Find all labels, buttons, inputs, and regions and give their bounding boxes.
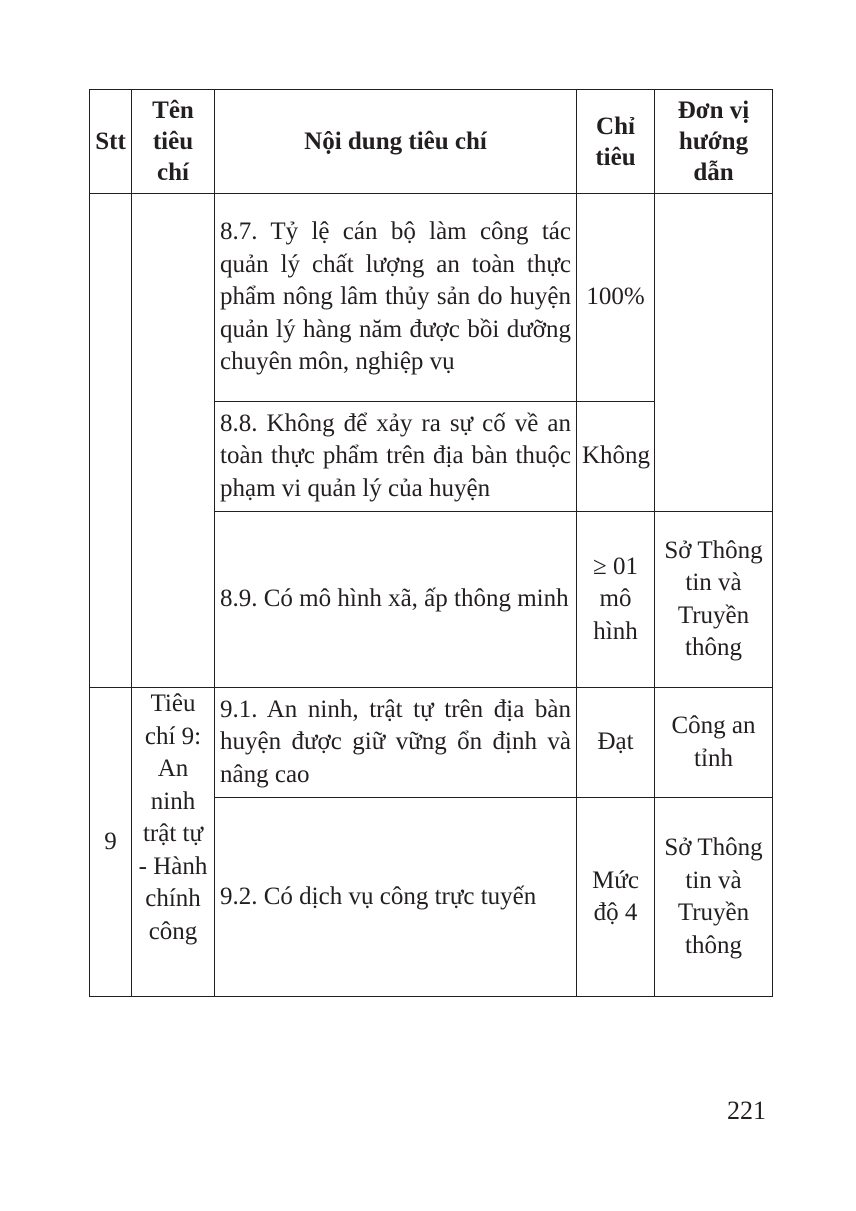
stt-cell-empty [90, 194, 132, 688]
header-stt: Stt [90, 90, 132, 194]
content-cell: 8.8. Không để xảy ra sự cố về an toàn thực phẩm trên địa bàn thuộc phạm vi quản lý của huyện [215, 402, 577, 512]
target-cell: Mức độ 4 [577, 798, 655, 997]
content-cell: 9.2. Có dịch vụ công trực tuyến [215, 798, 577, 997]
header-content: Nội dung tiêu chí [215, 90, 577, 194]
name-cell: Tiêu chí 9: An ninh trật tự - Hành chính công [132, 688, 215, 997]
criteria-table [89, 89, 773, 997]
content-cell: 8.9. Có mô hình xã, ấp thông minh [215, 512, 577, 688]
content-cell: 9.1. An ninh, trật tự trên địa bàn huyện được giữ vững ổn định và nâng cao [215, 688, 577, 798]
name-cell-empty [132, 194, 215, 688]
header-name: Tên tiêu chí [132, 90, 215, 194]
unit-cell: Công an tỉnh [655, 688, 773, 798]
table-row [90, 194, 773, 402]
table-row [90, 688, 773, 798]
unit-cell: Sở Thông tin và Truyền thông [655, 798, 773, 997]
target-cell: Đạt [577, 688, 655, 798]
unit-cell: Sở Thông tin và Truyền thông [655, 512, 773, 688]
content-cell: 8.7. Tỷ lệ cán bộ làm công tác quản lý chất lượng an toàn thực phẩm nông lâm thủy sản do huyện quản lý hàng năm được bồi dưỡng chuyên môn, nghiệp vụ [215, 194, 577, 402]
target-cell: ≥ 01 mô hình [577, 512, 655, 688]
unit-cell-empty [655, 194, 773, 512]
stt-cell: 9 [90, 688, 132, 997]
header-row [90, 90, 773, 194]
page-number: 221 [727, 1096, 766, 1125]
target-cell: Không [577, 402, 655, 512]
header-unit: Đơn vị hướng dẫn [655, 90, 773, 194]
header-target: Chỉ tiêu [577, 90, 655, 194]
target-cell: 100% [577, 194, 655, 402]
